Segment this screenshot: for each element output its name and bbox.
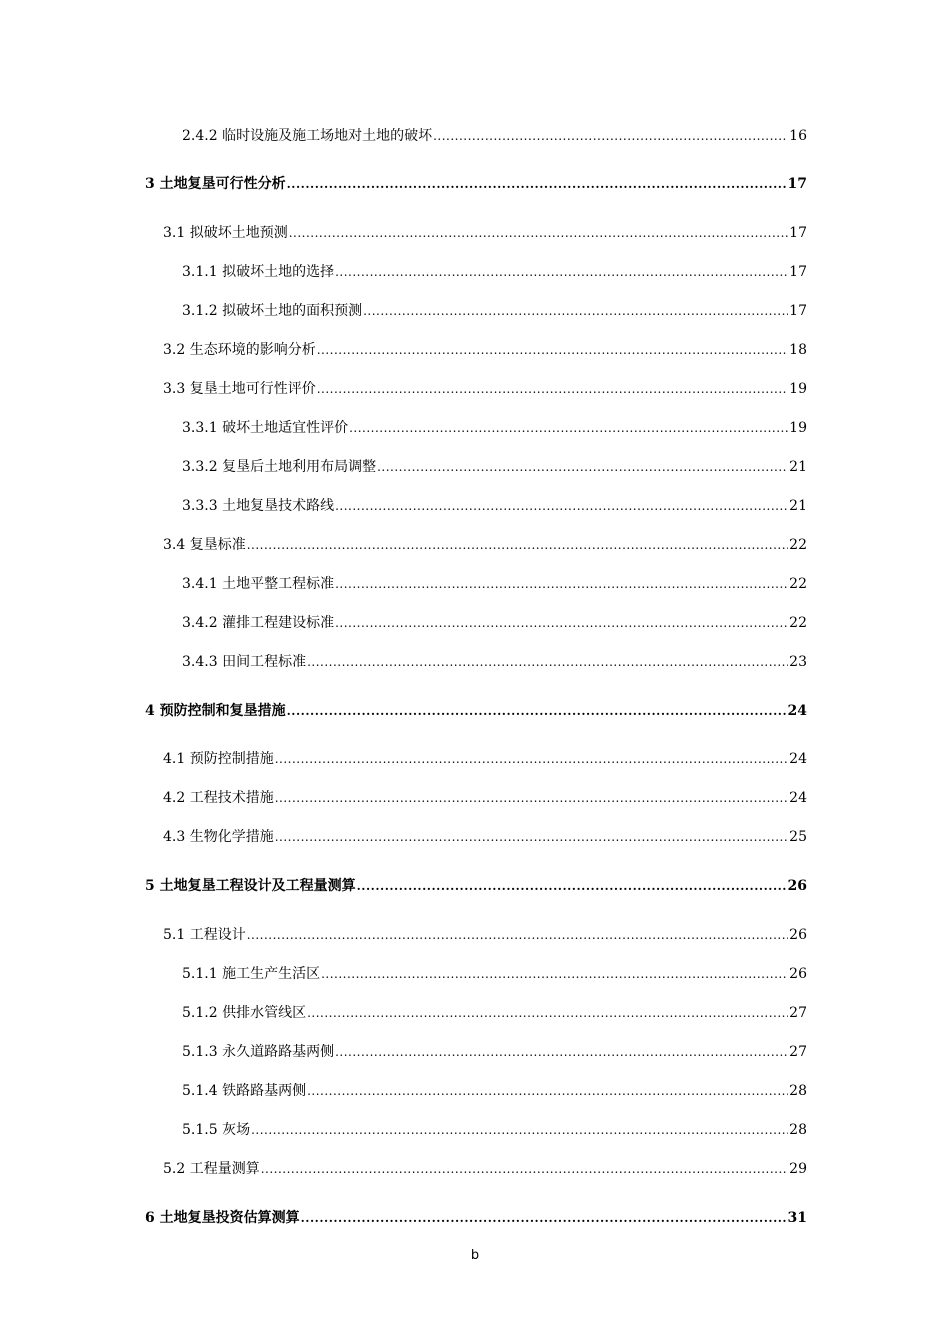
toc-entry-page: 26 — [787, 878, 807, 894]
toc-entry-title: 5.1 工程设计 — [163, 927, 246, 943]
toc-leader-dots — [335, 613, 788, 633]
toc-leader-dots — [377, 457, 788, 477]
toc-entry-page: 21 — [789, 459, 807, 475]
toc-entry-title: 3.4 复垦标准 — [163, 537, 246, 553]
toc-entry-page: 17 — [789, 264, 807, 280]
toc-entry-title: 3.4.2 灌排工程建设标准 — [182, 615, 335, 631]
toc-entry-title: 4 预防控制和复垦措施 — [145, 703, 286, 719]
toc-leader-dots — [307, 1003, 788, 1023]
toc-entry-title: 3.3.3 土地复垦技术路线 — [182, 498, 335, 514]
toc-leader-dots — [335, 574, 788, 594]
toc-entry-4-2[interactable] — [163, 788, 807, 808]
toc-entry-title: 5.1.2 供排水管线区 — [182, 1005, 307, 1021]
toc-entry-title: 3.1 拟破坏土地预测 — [163, 225, 288, 241]
page-footer-label: b — [470, 1248, 480, 1263]
toc-entry-title: 6 土地复垦投资估算测算 — [145, 1210, 300, 1226]
toc-entry-title: 3.4.1 土地平整工程标准 — [182, 576, 335, 592]
toc-entry-title: 3.3.2 复垦后土地利用布局调整 — [182, 459, 377, 475]
toc-leader-dots — [251, 1120, 788, 1140]
toc-entry-page: 17 — [787, 176, 807, 192]
toc-entry-5-1-2[interactable] — [182, 1003, 807, 1023]
toc-entry-title: 5 土地复垦工程设计及工程量测算 — [145, 878, 356, 894]
toc-leader-dots — [335, 1042, 788, 1062]
toc-entry-title: 3.4.3 田间工程标准 — [182, 654, 307, 670]
toc-entry-3-4-1[interactable] — [182, 574, 807, 594]
toc-leader-dots — [321, 964, 788, 984]
toc-leader-dots — [247, 535, 788, 555]
toc-entry-5-1-3[interactable] — [182, 1042, 807, 1062]
toc-leader-dots — [287, 701, 787, 721]
toc-entry-title: 5.1.3 永久道路路基两侧 — [182, 1044, 335, 1060]
toc-entry-3-4[interactable] — [163, 535, 807, 555]
toc-entry-3-3-3[interactable] — [182, 496, 807, 516]
toc-entry-page: 26 — [789, 927, 807, 943]
toc-entry-title: 3 土地复垦可行性分析 — [145, 176, 286, 192]
toc-leader-dots — [289, 223, 788, 243]
toc-leader-dots — [307, 1081, 788, 1101]
toc-entry-page: 19 — [789, 420, 807, 436]
toc-entry-title: 5.2 工程量测算 — [163, 1161, 260, 1177]
toc-leader-dots — [275, 749, 788, 769]
toc-entry-page: 24 — [787, 703, 807, 719]
toc-entry-page: 27 — [789, 1005, 807, 1021]
toc-leader-dots — [247, 925, 788, 945]
toc-entry-title: 4.1 预防控制措施 — [163, 751, 274, 767]
toc-leader-dots — [433, 126, 788, 146]
toc-entry-page: 17 — [789, 225, 807, 241]
toc-entry-3-4-3[interactable] — [182, 652, 807, 672]
toc-leader-dots — [335, 262, 788, 282]
toc-leader-dots — [335, 496, 788, 516]
toc-entry-title: 3.3 复垦土地可行性评价 — [163, 381, 316, 397]
toc-entry-page: 25 — [789, 829, 807, 845]
toc-entry-page: 16 — [789, 128, 807, 144]
toc-leader-dots — [317, 379, 788, 399]
toc-entry-title: 4.2 工程技术措施 — [163, 790, 274, 806]
toc-leader-dots — [301, 1208, 787, 1228]
toc-entry-4-3[interactable] — [163, 827, 807, 847]
toc-entry-page: 26 — [789, 966, 807, 982]
toc-entry-page: 19 — [789, 381, 807, 397]
toc-entry-title: 3.3.1 破坏土地适宜性评价 — [182, 420, 349, 436]
toc-entry-page: 22 — [789, 615, 807, 631]
toc-entry-3-3-1[interactable] — [182, 418, 807, 438]
toc-entry-page: 29 — [789, 1161, 807, 1177]
toc-entry-page: 27 — [789, 1044, 807, 1060]
toc-entry-3-3[interactable] — [163, 379, 807, 399]
toc-entry-title: 2.4.2 临时设施及施工场地对土地的破坏 — [182, 128, 433, 144]
toc-entry-page: 23 — [789, 654, 807, 670]
toc-leader-dots — [287, 174, 787, 194]
toc-entry-title: 3.1.2 拟破坏土地的面积预测 — [182, 303, 363, 319]
toc-leader-dots — [261, 1159, 788, 1179]
toc-entry-page: 24 — [789, 751, 807, 767]
toc-entry-page: 17 — [789, 303, 807, 319]
toc-entry-4[interactable] — [145, 701, 807, 721]
toc-entry-title: 5.1.4 铁路路基两侧 — [182, 1083, 307, 1099]
toc-leader-dots — [307, 652, 788, 672]
toc-entry-title: 5.1.5 灰场 — [182, 1122, 251, 1138]
toc-entry-6[interactable] — [145, 1208, 807, 1228]
toc-entry-title: 3.2 生态环境的影响分析 — [163, 342, 316, 358]
toc-leader-dots — [363, 301, 788, 321]
toc-entry-page: 21 — [789, 498, 807, 514]
toc-leader-dots — [275, 827, 788, 847]
toc-leader-dots — [317, 340, 788, 360]
toc-entry-5-1-1[interactable] — [182, 964, 807, 984]
toc-entry-title: 4.3 生物化学措施 — [163, 829, 274, 845]
toc-entry-3-1-2[interactable] — [182, 301, 807, 321]
toc-entry-page: 28 — [789, 1083, 807, 1099]
toc-entry-page: 22 — [789, 576, 807, 592]
toc-entry-3-1-1[interactable] — [182, 262, 807, 282]
toc-entry-page: 18 — [789, 342, 807, 358]
toc-leader-dots — [357, 876, 787, 896]
toc-entry-title: 5.1.1 施工生产生活区 — [182, 966, 321, 982]
toc-entry-page: 28 — [789, 1122, 807, 1138]
toc-entry-2-4-2[interactable] — [182, 126, 807, 146]
toc-leader-dots — [349, 418, 788, 438]
toc-entry-5[interactable] — [145, 876, 807, 896]
toc-entry-title: 3.1.1 拟破坏土地的选择 — [182, 264, 335, 280]
toc-entry-5-1-4[interactable] — [182, 1081, 807, 1101]
toc-entry-4-1[interactable] — [163, 749, 807, 769]
toc-entry-3[interactable] — [145, 174, 807, 194]
toc-entry-page: 22 — [789, 537, 807, 553]
toc-entry-5-2[interactable] — [163, 1159, 807, 1179]
toc-entry-5-1-5[interactable] — [182, 1120, 807, 1140]
toc-entry-3-1[interactable] — [163, 223, 807, 243]
toc-entry-page: 24 — [789, 790, 807, 806]
toc-entry-page: 31 — [787, 1210, 807, 1226]
toc-entry-5-1[interactable] — [163, 925, 807, 945]
toc-entry-3-3-2[interactable] — [182, 457, 807, 477]
toc-leader-dots — [275, 788, 788, 808]
toc-entry-3-4-2[interactable] — [182, 613, 807, 633]
toc-entry-3-2[interactable] — [163, 340, 807, 360]
